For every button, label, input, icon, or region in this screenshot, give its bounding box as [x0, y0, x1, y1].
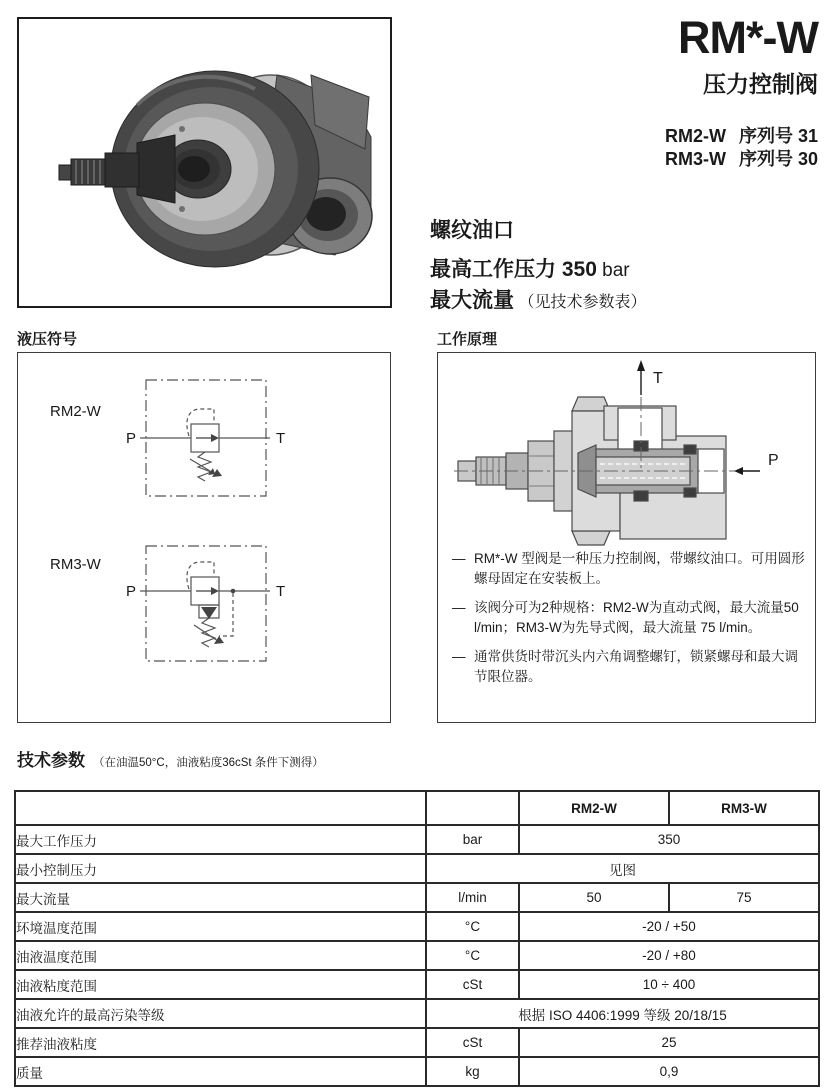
- spec-unit: °C: [426, 941, 519, 970]
- bullet-dash-marker: —: [452, 600, 466, 615]
- specs-table-body: [15, 825, 819, 1086]
- spec-label: 环境温度范围: [15, 912, 426, 941]
- specs-header-row: [15, 791, 819, 825]
- spec-label: 最大工作压力: [15, 825, 426, 854]
- series-serial: 序列号 31: [738, 126, 818, 146]
- specs-header-model-column: RM2-W: [519, 791, 669, 825]
- ratings-block: [430, 255, 646, 317]
- principle-section-title: 工作原理: [437, 331, 498, 348]
- symbol-port-p: P: [125, 430, 136, 447]
- symbol-port-t: T: [276, 583, 286, 600]
- series-block: [665, 125, 818, 171]
- max-pressure-unit: bar: [602, 260, 630, 281]
- page-subtitle: 压力控制阀: [703, 71, 818, 97]
- spec-value-rm2: 50: [519, 883, 669, 912]
- spec-value-merged: 10 ÷ 400: [519, 970, 819, 999]
- spec-value-merged: 350: [519, 825, 819, 854]
- spec-unit: bar: [426, 825, 519, 854]
- spec-value-rm3: 75: [669, 883, 819, 912]
- spec-label: 最小控制压力: [15, 854, 426, 883]
- principle-box: [437, 352, 816, 723]
- spec-value-merged: 25: [519, 1028, 819, 1057]
- bullet-dash-marker: —: [452, 551, 466, 566]
- principle-note: [452, 549, 807, 588]
- symbol-port-p: P: [125, 583, 136, 600]
- principle-note-text: 通常供货时带沉头内六角调整螺钉，锁紧螺母和最大调节限位器。: [474, 649, 798, 684]
- title-block: [665, 14, 818, 171]
- specs-table: [14, 790, 820, 1087]
- cross-section-drawing: [438, 353, 815, 553]
- series-model: RM3-W: [664, 149, 726, 169]
- principle-port-p: P: [768, 452, 779, 469]
- spec-label: 油液粘度范围: [15, 970, 426, 999]
- max-flow-note: （见技术参数表）: [518, 294, 647, 311]
- spec-value-merged: 根据 ISO 4406:1999 等级 20/18/15: [426, 999, 819, 1028]
- specs-header-blank-unit: [426, 791, 519, 825]
- spec-unit: cSt: [426, 1028, 519, 1057]
- specs-row: [15, 999, 819, 1028]
- specs-section-title: [17, 746, 324, 771]
- symbol-port-t: T: [276, 430, 286, 447]
- series-line-rm3: [665, 148, 818, 171]
- max-pressure-line: [430, 255, 646, 286]
- spec-label: 最大流量: [15, 883, 426, 912]
- principle-note-text: RM*-W 型阀是一种压力控制阀，带螺纹油口。可用圆形螺母固定在安装板上。: [474, 551, 805, 586]
- specs-title-text: 技术参数: [17, 751, 85, 770]
- symbol-label-rm3: RM3-W: [50, 556, 101, 573]
- symbol-label-rm2: RM2-W: [50, 403, 101, 420]
- spec-unit: l/min: [426, 883, 519, 912]
- ports-type-label: 螺纹油口: [430, 219, 514, 242]
- spec-label: 推荐油液粘度: [15, 1028, 426, 1057]
- principle-notes: [452, 549, 807, 696]
- specs-row: [15, 1028, 819, 1057]
- series-serial: 序列号 30: [738, 149, 818, 169]
- specs-header-blank-label: [15, 791, 426, 825]
- series-model: RM2-W: [664, 126, 726, 146]
- hydraulic-symbols-drawing: [18, 353, 390, 722]
- valve-photo-illustration: [19, 19, 390, 306]
- product-photo: [17, 17, 392, 308]
- specs-table-head: [15, 791, 819, 825]
- specs-row: [15, 912, 819, 941]
- spec-value-merged: -20 / +80: [519, 941, 819, 970]
- spec-unit: kg: [426, 1057, 519, 1086]
- specs-row: [15, 970, 819, 999]
- spec-label: 油液允许的最高污染等级: [15, 999, 426, 1028]
- spec-label: 油液温度范围: [15, 941, 426, 970]
- specs-row: [15, 825, 819, 854]
- specs-row: [15, 854, 819, 883]
- max-pressure-label: 最高工作压力: [430, 258, 556, 281]
- spec-unit: °C: [426, 912, 519, 941]
- symbols-box: [17, 352, 391, 723]
- spec-value-merged: -20 / +50: [519, 912, 819, 941]
- spec-label: 质量: [15, 1057, 426, 1086]
- spec-value-merged: 见图: [426, 854, 819, 883]
- bullet-dash-marker: —: [452, 649, 466, 664]
- spec-unit: cSt: [426, 970, 519, 999]
- spec-value-merged: 0,9: [519, 1057, 819, 1086]
- principle-note: [452, 647, 807, 686]
- max-pressure-value: 350: [561, 258, 597, 281]
- max-flow-label: 最大流量: [430, 289, 514, 312]
- specs-header-model-column: RM3-W: [669, 791, 819, 825]
- principle-port-t: T: [653, 370, 663, 387]
- specs-row: [15, 941, 819, 970]
- page-title: RM*-W: [678, 12, 818, 63]
- max-flow-line: [430, 286, 646, 317]
- specs-note: （在油温50°C，油液粘度36cSt 条件下测得）: [93, 757, 324, 769]
- symbols-section-title: 液压符号: [17, 331, 78, 348]
- principle-note: [452, 598, 807, 637]
- series-line-rm2: [665, 125, 818, 148]
- specs-row: [15, 883, 819, 912]
- specs-row: [15, 1057, 819, 1086]
- principle-note-text: 该阀分可为2种规格：RM2-W为直动式阀，最大流量50 l/min；RM3-W为先导式阀，最大流量 75 l/min。: [474, 600, 799, 635]
